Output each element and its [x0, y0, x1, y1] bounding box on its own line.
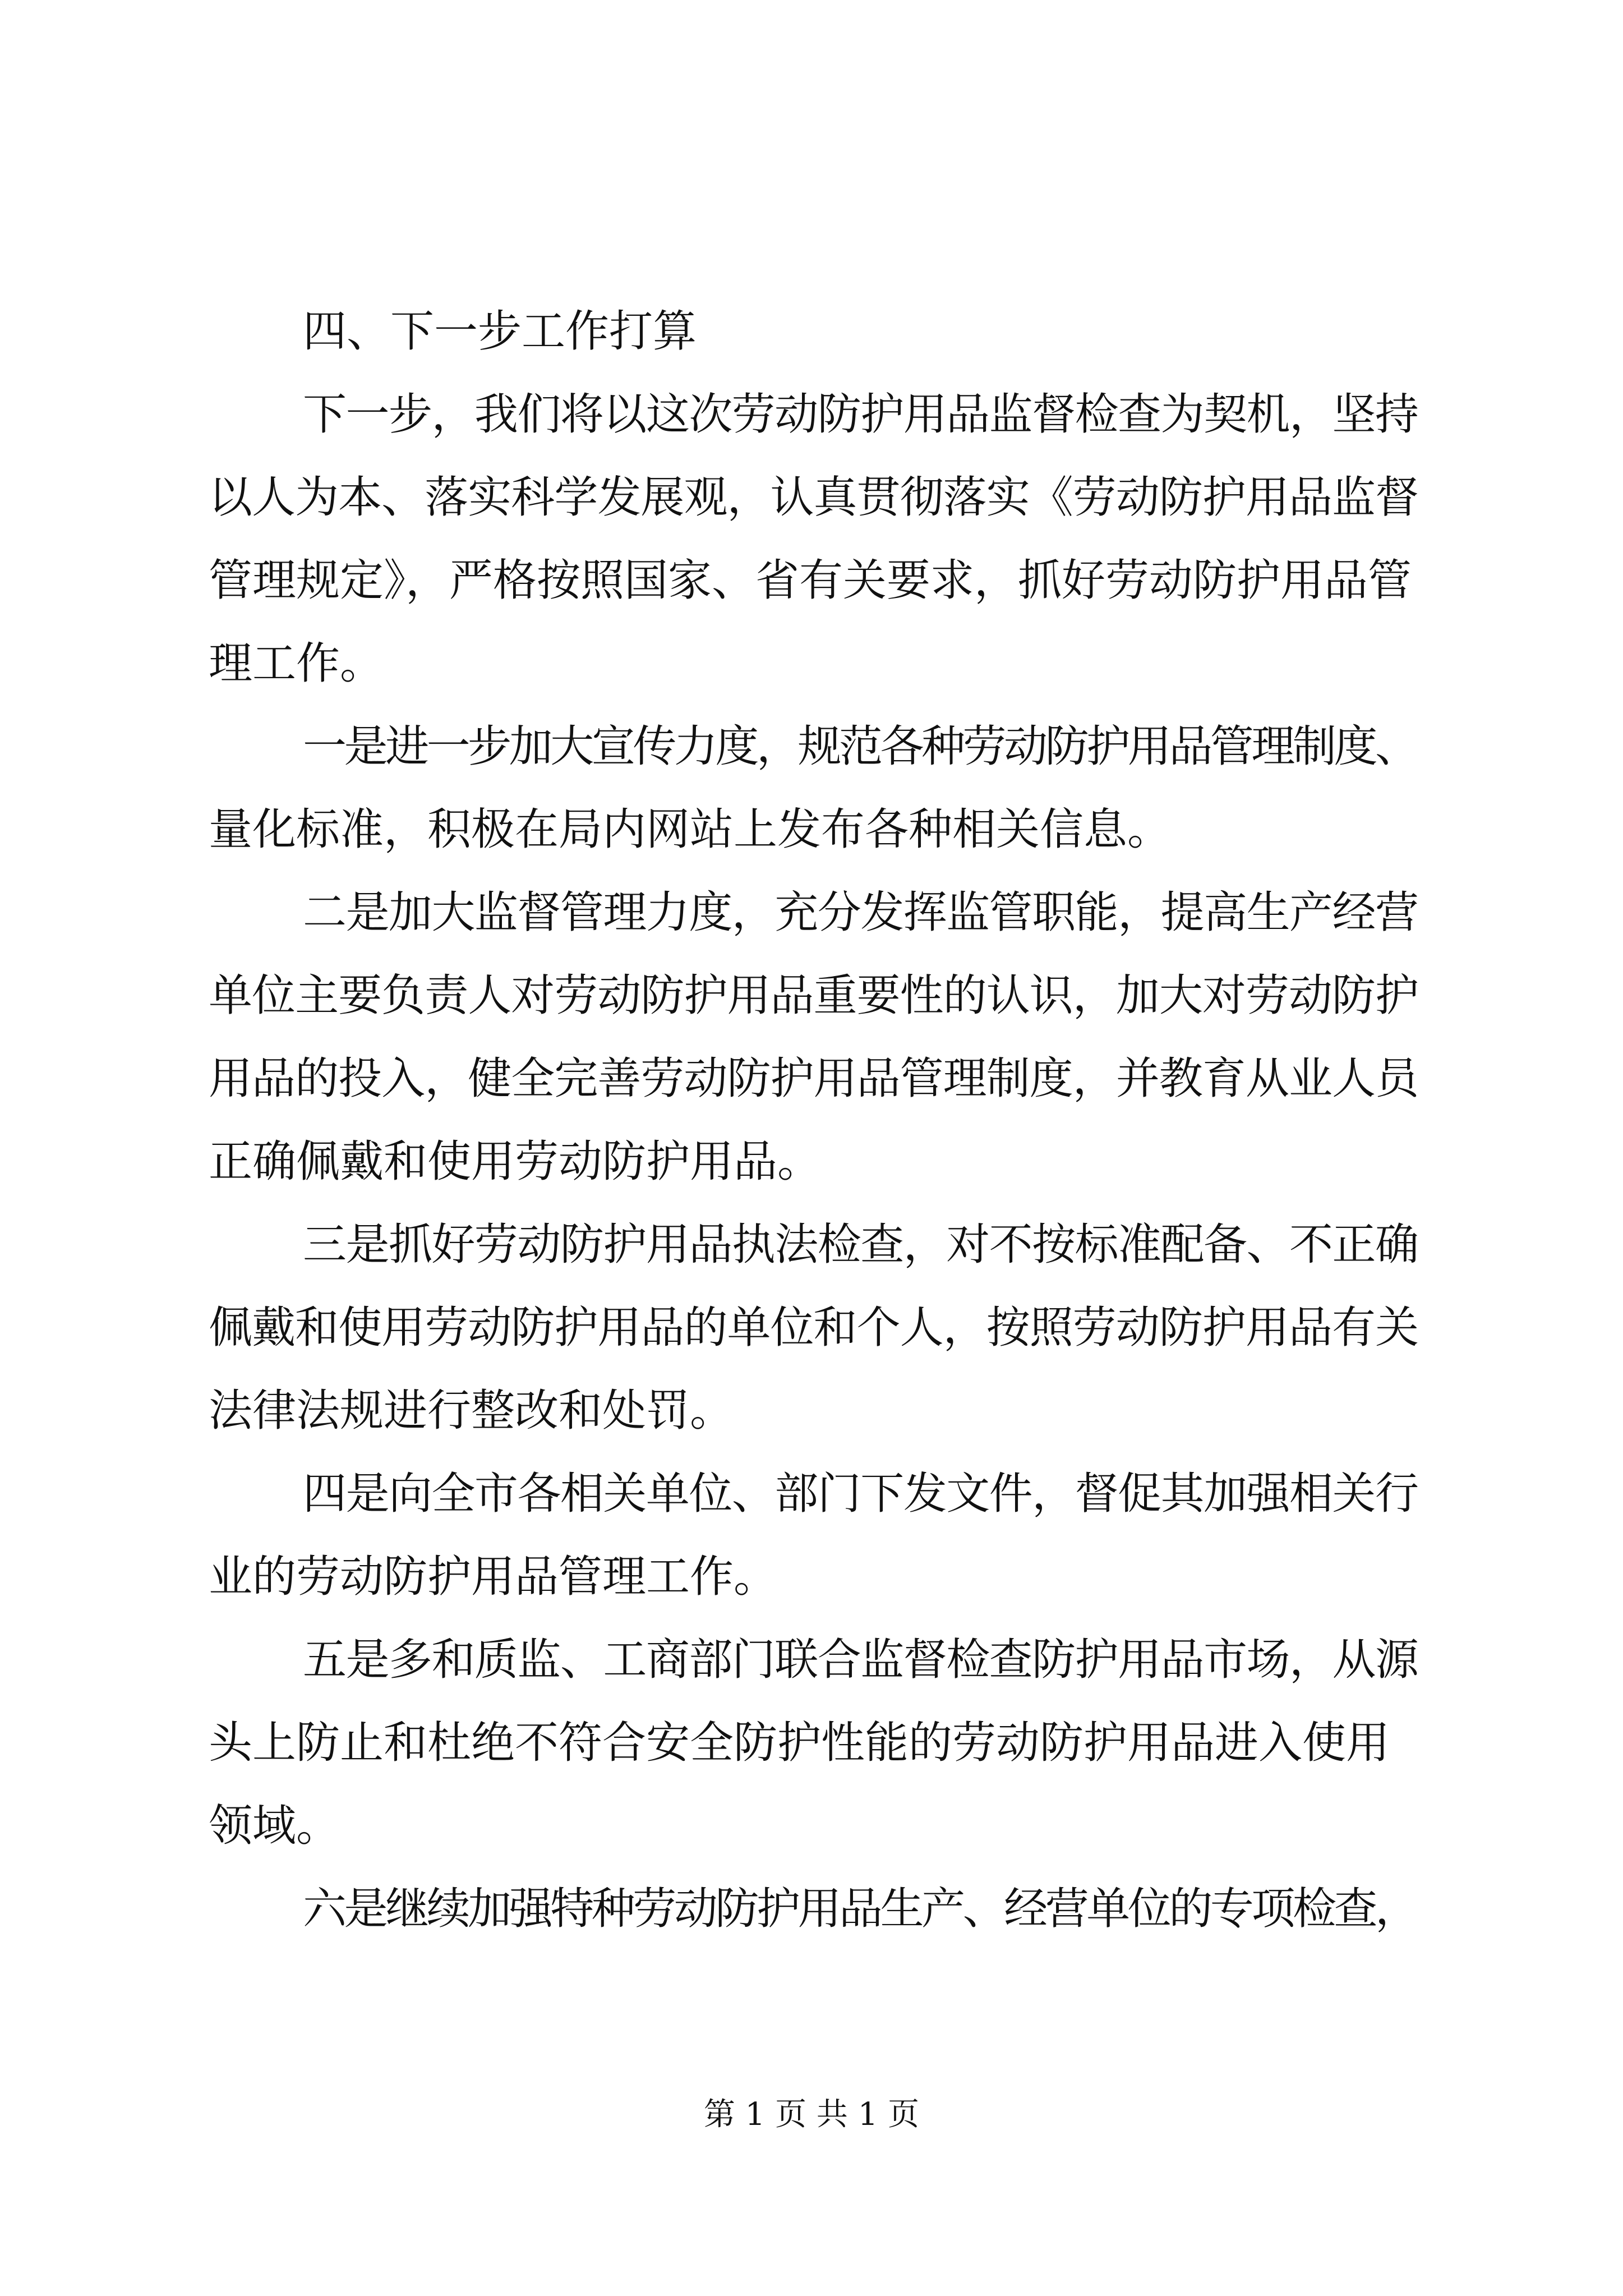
- text-line: 三是抓好劳动防护用品执法检查，对不按标准配备、不正确: [303, 1220, 1418, 1270]
- text-line: 二是加大监督管理力度，充分发挥监管职能，提高生产经营: [303, 887, 1418, 938]
- text-line: 头上防止和杜绝不符合安全防护性能的劳动防护用品进入使用: [209, 1718, 1390, 1768]
- page-number: 第 1 页 共 1 页: [703, 2096, 920, 2133]
- text-line: 单位主要负责人对劳动防护用品重要性的认识，加大对劳动防护: [209, 970, 1419, 1021]
- section-heading: 四、下一步工作打算: [303, 306, 697, 357]
- text-line: 下一步，我们将以这次劳动防护用品监督检查为契机，坚持: [303, 389, 1418, 440]
- page-footer: [0, 2096, 1623, 2133]
- text-line: 佩戴和使用劳动防护用品的单位和个人，按照劳动防护用品有关: [209, 1303, 1419, 1353]
- text-line: 业的劳动防护用品管理工作。: [209, 1552, 778, 1602]
- text-line: 理工作。: [209, 638, 384, 689]
- text-line: 领域。: [209, 1801, 340, 1851]
- text-line: 五是多和质监、工商部门联合监督检查防护用品市场，从源: [303, 1635, 1418, 1685]
- text-line: 以人为本、落实科学发展观，认真贯彻落实《劳动防护用品监督: [209, 472, 1419, 523]
- text-line: 一是进一步加大宣传力度，规范各种劳动防护用品管理制度、: [303, 721, 1417, 772]
- text-line: 用品的投入，健全完善劳动防护用品管理制度，并教育从业人员: [209, 1053, 1419, 1104]
- text-line: 管理规定》，严格按照国家、省有关要求，抓好劳动防护用品管: [209, 555, 1412, 606]
- text-line: 六是继续加强特种劳动防护用品生产、经营单位的专项检查，: [303, 1884, 1417, 1934]
- text-line: 正确佩戴和使用劳动防护用品。: [209, 1137, 822, 1187]
- text-line: 量化标准，积极在局内网站上发布各种相关信息。: [209, 804, 1172, 855]
- text-line: 四是向全市各相关单位、部门下发文件，督促其加强相关行: [303, 1469, 1418, 1519]
- text-line: 法律法规进行整改和处罚。: [209, 1386, 734, 1436]
